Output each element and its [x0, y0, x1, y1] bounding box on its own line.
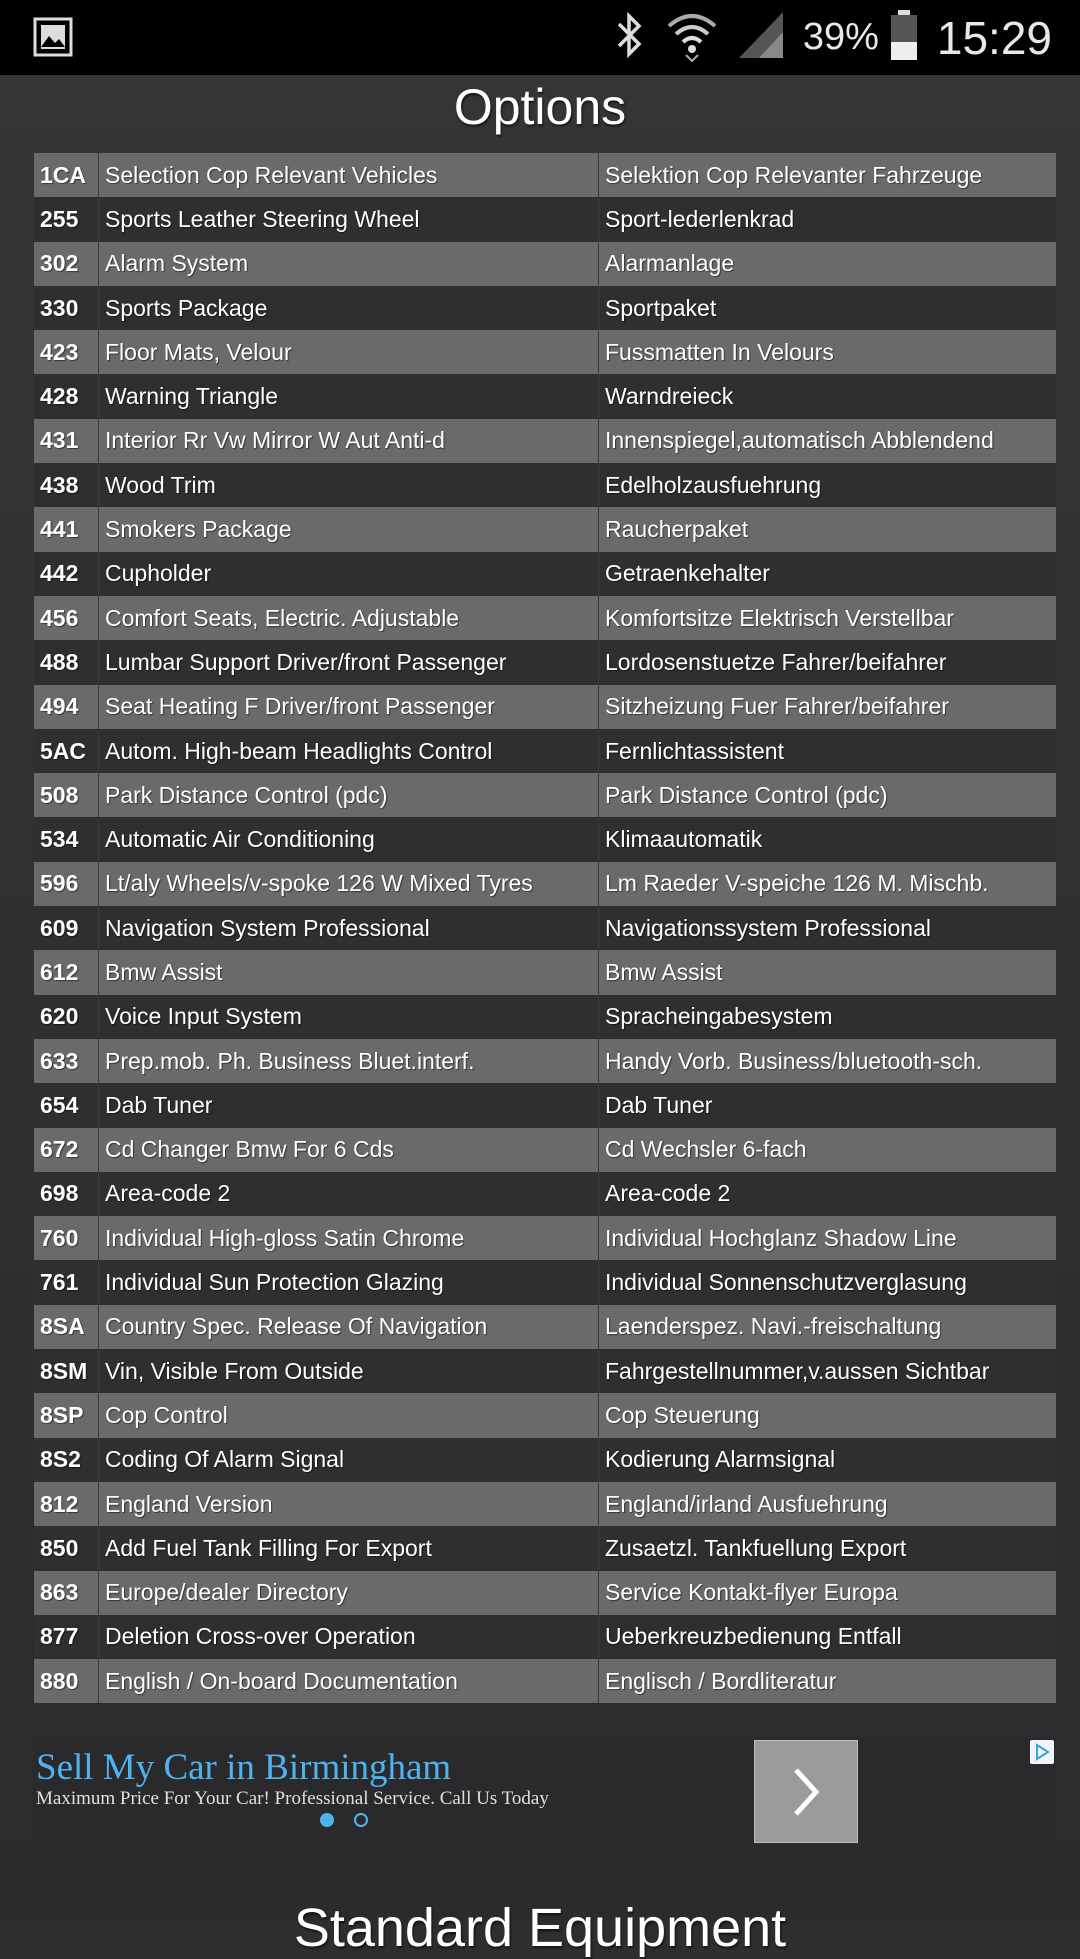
option-name-de: Bmw Assist — [599, 950, 1057, 994]
table-row — [34, 1482, 1056, 1526]
option-name-en: Lt/aly Wheels/v-spoke 126 W Mixed Tyres — [99, 862, 599, 906]
table-row — [34, 330, 1056, 374]
table-row — [34, 729, 1056, 773]
option-name-en: Seat Heating F Driver/front Passenger — [99, 685, 599, 729]
option-name-de: Getraenkehalter — [599, 552, 1057, 596]
option-name-en: Interior Rr Vw Mirror W Aut Anti-d — [99, 419, 599, 463]
table-row — [34, 862, 1056, 906]
option-name-en: Alarm System — [99, 242, 599, 286]
option-code: 880 — [34, 1659, 99, 1703]
option-name-en: Lumbar Support Driver/front Passenger — [99, 640, 599, 684]
option-code: 442 — [34, 552, 99, 596]
option-name-de: Raucherpaket — [599, 507, 1057, 551]
option-name-de: Individual Hochglanz Shadow Line — [599, 1216, 1057, 1260]
option-code: 428 — [34, 374, 99, 418]
option-code: 612 — [34, 950, 99, 994]
carousel-dot-active[interactable] — [320, 1813, 334, 1827]
option-name-en: English / On-board Documentation — [99, 1659, 599, 1703]
table-row — [34, 1172, 1056, 1216]
option-code: 596 — [34, 862, 99, 906]
table-row — [34, 552, 1056, 596]
table-row — [34, 1039, 1056, 1083]
table-row — [34, 1571, 1056, 1615]
option-code: 494 — [34, 685, 99, 729]
option-name-en: Selection Cop Relevant Vehicles — [99, 153, 599, 197]
option-name-de: Edelholzausfuehrung — [599, 463, 1057, 507]
option-name-de: Zusaetzl. Tankfuellung Export — [599, 1526, 1057, 1570]
option-name-de: Ueberkreuzbedienung Entfall — [599, 1615, 1057, 1659]
option-name-en: Prep.mob. Ph. Business Bluet.interf. — [99, 1039, 599, 1083]
option-code: 850 — [34, 1526, 99, 1570]
option-code: 508 — [34, 773, 99, 817]
option-name-de: Cop Steuerung — [599, 1393, 1057, 1437]
option-name-en: Area-code 2 — [99, 1172, 599, 1216]
option-name-en: Coding Of Alarm Signal — [99, 1438, 599, 1482]
table-row — [34, 1128, 1056, 1172]
option-code: 438 — [34, 463, 99, 507]
option-name-de: Service Kontakt-flyer Europa — [599, 1571, 1057, 1615]
option-code: 1CA — [34, 153, 99, 197]
option-name-en: Vin, Visible From Outside — [99, 1349, 599, 1393]
table-row — [34, 242, 1056, 286]
option-name-de: Handy Vorb. Business/bluetooth-sch. — [599, 1039, 1057, 1083]
option-code: 330 — [34, 286, 99, 330]
table-row — [34, 1216, 1056, 1260]
option-code: 441 — [34, 507, 99, 551]
option-name-de: Alarmanlage — [599, 242, 1057, 286]
wifi-icon — [665, 8, 719, 67]
clock: 15:29 — [936, 11, 1052, 64]
option-name-en: Bmw Assist — [99, 950, 599, 994]
option-code: 8SA — [34, 1305, 99, 1349]
option-name-de: Sitzheizung Fuer Fahrer/beifahrer — [599, 685, 1057, 729]
ad-open-button[interactable] — [754, 1740, 858, 1843]
option-code: 760 — [34, 1216, 99, 1260]
option-name-de: Park Distance Control (pdc) — [599, 773, 1057, 817]
option-code: 8S2 — [34, 1438, 99, 1482]
option-name-de: Area-code 2 — [599, 1172, 1057, 1216]
option-name-de: Lordosenstuetze Fahrer/beifahrer — [599, 640, 1057, 684]
table-row — [34, 995, 1056, 1039]
option-name-en: Autom. High-beam Headlights Control — [99, 729, 599, 773]
option-code: 456 — [34, 596, 99, 640]
option-name-de: Spracheingabesystem — [599, 995, 1057, 1039]
table-row — [34, 286, 1056, 330]
option-name-de: Fahrgestellnummer,v.aussen Sichtbar — [599, 1349, 1057, 1393]
option-code: 633 — [34, 1039, 99, 1083]
option-code: 8SM — [34, 1349, 99, 1393]
bluetooth-icon — [611, 10, 647, 65]
option-name-en: Sports Leather Steering Wheel — [99, 197, 599, 241]
option-code: 431 — [34, 419, 99, 463]
table-row — [34, 1438, 1056, 1482]
option-name-de: Klimaautomatik — [599, 817, 1057, 861]
option-name-de: Laenderspez. Navi.-freischaltung — [599, 1305, 1057, 1349]
option-name-de: Individual Sonnenschutzverglasung — [599, 1260, 1057, 1304]
option-name-en: Add Fuel Tank Filling For Export — [99, 1526, 599, 1570]
table-row — [34, 374, 1056, 418]
option-code: 698 — [34, 1172, 99, 1216]
option-code: 534 — [34, 817, 99, 861]
option-name-en: Navigation System Professional — [99, 906, 599, 950]
page-title: Options — [453, 79, 627, 135]
table-row — [34, 596, 1056, 640]
adchoices-icon[interactable] — [1030, 1740, 1054, 1764]
option-name-en: Cd Changer Bmw For 6 Cds — [99, 1128, 599, 1172]
status-bar — [0, 0, 1080, 75]
option-name-en: Dab Tuner — [99, 1083, 599, 1127]
option-name-de: Cd Wechsler 6-fach — [599, 1128, 1057, 1172]
option-name-en: Country Spec. Release Of Navigation — [99, 1305, 599, 1349]
option-code: 812 — [34, 1482, 99, 1526]
option-code: 609 — [34, 906, 99, 950]
ad-title[interactable]: Sell My Car in Birmingham — [36, 1747, 452, 1788]
option-name-en: Floor Mats, Velour — [99, 330, 599, 374]
option-code: 761 — [34, 1260, 99, 1304]
table-row — [34, 153, 1056, 197]
option-name-de: Lm Raeder V-speiche 126 M. Mischb. — [599, 862, 1057, 906]
table-row — [34, 507, 1056, 551]
option-name-en: Warning Triangle — [99, 374, 599, 418]
option-name-en: Automatic Air Conditioning — [99, 817, 599, 861]
option-code: 877 — [34, 1615, 99, 1659]
option-code: 5AC — [34, 729, 99, 773]
option-code: 423 — [34, 330, 99, 374]
option-code: 255 — [34, 197, 99, 241]
table-row — [34, 463, 1056, 507]
option-name-de: Sport-lederlenkrad — [599, 197, 1057, 241]
option-name-en: Individual High-gloss Satin Chrome — [99, 1216, 599, 1260]
table-row — [34, 1526, 1056, 1570]
signal-icon — [737, 10, 785, 65]
option-name-en: Cop Control — [99, 1393, 599, 1437]
option-name-de: Fernlichtassistent — [599, 729, 1057, 773]
gallery-icon — [33, 17, 73, 57]
table-row — [34, 1305, 1056, 1349]
option-code: 620 — [34, 995, 99, 1039]
option-name-en: England Version — [99, 1482, 599, 1526]
table-row — [34, 906, 1056, 950]
option-name-de: Englisch / Bordliteratur — [599, 1659, 1057, 1703]
option-name-en: Sports Package — [99, 286, 599, 330]
chevron-right-icon — [786, 1764, 826, 1820]
option-name-de: Innenspiegel,automatisch Abblendend — [599, 419, 1057, 463]
ad-description[interactable]: Maximum Price For Your Car! Professional Service. Call Us Today — [36, 1788, 549, 1809]
option-name-de: Warndreieck — [599, 374, 1057, 418]
table-row — [34, 950, 1056, 994]
section-title-standard-equipment: Standard Equipment — [293, 1898, 787, 1958]
options-page[interactable] — [0, 75, 1080, 1958]
option-name-en: Europe/dealer Directory — [99, 1571, 599, 1615]
option-code: 302 — [34, 242, 99, 286]
option-name-de: Sportpaket — [599, 286, 1057, 330]
option-name-en: Individual Sun Protection Glazing — [99, 1260, 599, 1304]
table-row — [34, 817, 1056, 861]
option-name-en: Comfort Seats, Electric. Adjustable — [99, 596, 599, 640]
option-name-en: Wood Trim — [99, 463, 599, 507]
table-row — [34, 419, 1056, 463]
table-row — [34, 685, 1056, 729]
option-name-en: Cupholder — [99, 552, 599, 596]
table-row — [34, 1083, 1056, 1127]
battery-icon — [889, 8, 919, 67]
table-row — [34, 773, 1056, 817]
option-code: 8SP — [34, 1393, 99, 1437]
table-row — [34, 1349, 1056, 1393]
carousel-indicator — [320, 1813, 388, 1827]
battery-percent: 39% — [802, 16, 879, 58]
option-name-de: Navigationssystem Professional — [599, 906, 1057, 950]
option-code: 672 — [34, 1128, 99, 1172]
options-table — [34, 153, 1056, 1703]
carousel-dot[interactable] — [354, 1813, 368, 1827]
table-row — [34, 1615, 1056, 1659]
option-name-en: Smokers Package — [99, 507, 599, 551]
option-name-de: Komfortsitze Elektrisch Verstellbar — [599, 596, 1057, 640]
option-name-en: Deletion Cross-over Operation — [99, 1615, 599, 1659]
table-row — [34, 1659, 1056, 1703]
option-name-de: Fussmatten In Velours — [599, 330, 1057, 374]
option-code: 488 — [34, 640, 99, 684]
option-name-de: England/irland Ausfuehrung — [599, 1482, 1057, 1526]
option-name-en: Voice Input System — [99, 995, 599, 1039]
option-name-de: Selektion Cop Relevanter Fahrzeuge — [599, 153, 1057, 197]
table-row — [34, 1393, 1056, 1437]
table-row — [34, 640, 1056, 684]
table-row — [34, 1260, 1056, 1304]
option-name-de: Kodierung Alarmsignal — [599, 1438, 1057, 1482]
option-name-de: Dab Tuner — [599, 1083, 1057, 1127]
option-name-en: Park Distance Control (pdc) — [99, 773, 599, 817]
table-row — [34, 197, 1056, 241]
ad-banner[interactable] — [34, 1738, 1056, 1842]
option-code: 654 — [34, 1083, 99, 1127]
option-code: 863 — [34, 1571, 99, 1615]
